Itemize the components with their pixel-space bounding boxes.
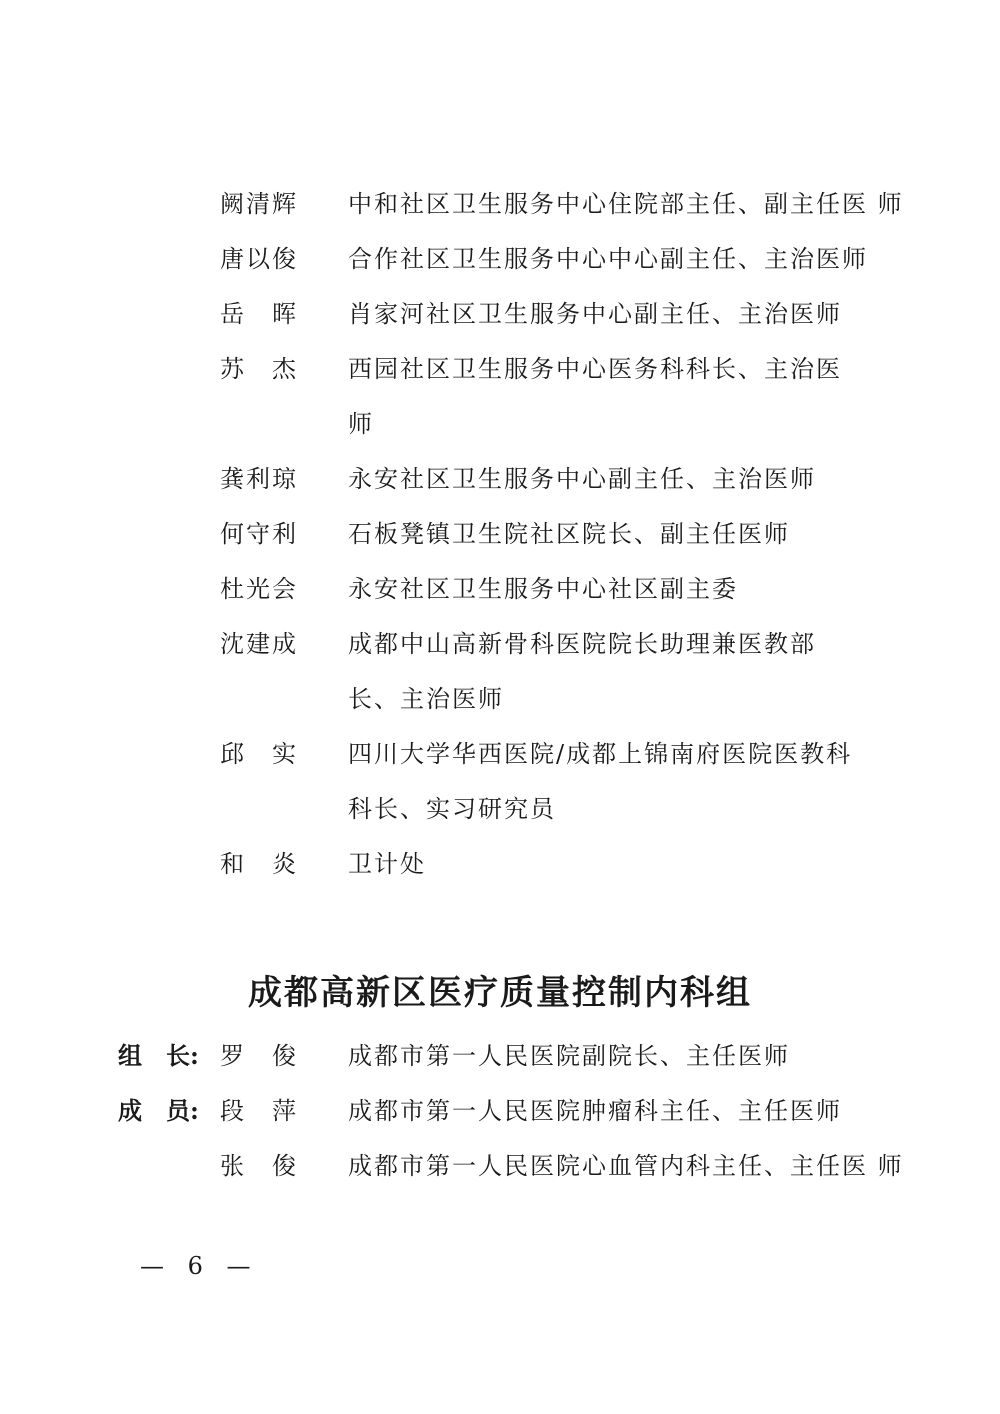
- member-desc: 西园社区卫生服务中心医务科科长、主治医: [348, 355, 842, 383]
- member-desc: 永安社区卫生服务中心副主任、主治医师: [348, 465, 816, 493]
- member-name: 岳 晖: [220, 300, 298, 328]
- member-name: 龚利琼: [220, 465, 298, 493]
- section-member-name: 段 萍: [220, 1097, 298, 1125]
- members-label: 成 员:: [118, 1096, 199, 1125]
- section-member-desc: 成都市第一人民医院肿瘤科主任、主任医师: [348, 1097, 842, 1125]
- member-desc-continued: 科长、实习研究员: [348, 795, 556, 823]
- member-desc-continued: 师: [348, 410, 374, 438]
- member-desc: 永安社区卫生服务中心社区副主委: [348, 575, 738, 603]
- member-name: 苏 杰: [220, 355, 298, 383]
- member-name: 唐以俊: [220, 245, 298, 273]
- leader-name: 罗 俊: [220, 1042, 298, 1070]
- member-name: 阙清辉: [220, 190, 298, 218]
- member-name: 沈建成: [220, 630, 298, 658]
- member-desc: 石板凳镇卫生院社区院长、副主任医师: [348, 520, 790, 548]
- leader-label: 组 长:: [118, 1041, 199, 1070]
- member-desc: 合作社区卫生服务中心中心副主任、主治医师: [348, 245, 868, 273]
- section-member-desc: 成都市第一人民医院心血管内科主任、主任医 师: [348, 1152, 904, 1180]
- member-desc-continued: 长、主治医师: [348, 685, 504, 713]
- leader-desc: 成都市第一人民医院副院长、主任医师: [348, 1042, 790, 1070]
- member-name: 何守利: [220, 520, 298, 548]
- member-desc: 卫计处: [348, 850, 426, 878]
- section-title: 成都高新区医疗质量控制内科组: [248, 973, 752, 1013]
- member-desc: 中和社区卫生服务中心住院部主任、副主任医 师: [348, 190, 904, 218]
- member-name: 和 炎: [220, 850, 298, 878]
- member-desc: 肖家河社区卫生服务中心副主任、主治医师: [348, 300, 842, 328]
- member-name: 杜光会: [220, 575, 298, 603]
- member-desc: 成都中山高新骨科医院院长助理兼医教部: [348, 630, 816, 658]
- section-member-name: 张 俊: [220, 1152, 298, 1180]
- page-number: — 6 —: [140, 1252, 259, 1280]
- member-name: 邱 实: [220, 740, 298, 768]
- member-desc: 四川大学华西医院/成都上锦南府医院医教科: [348, 740, 853, 768]
